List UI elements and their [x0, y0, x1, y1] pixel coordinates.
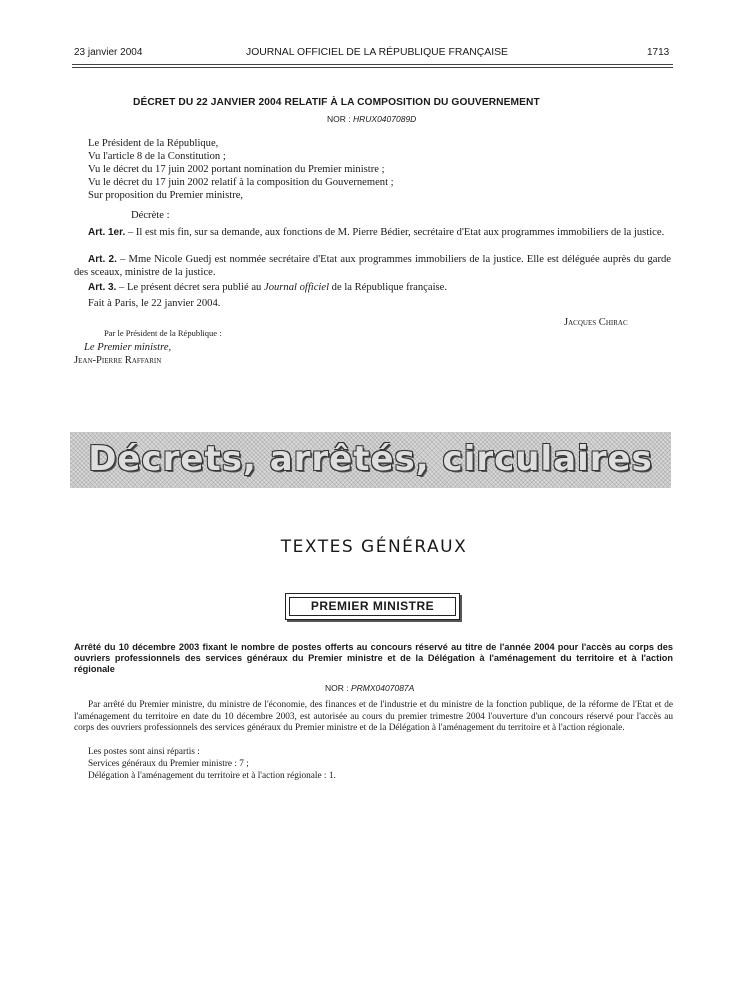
- arrete-nor-label: NOR :: [325, 683, 349, 693]
- preamble-line: Le Président de la République,: [88, 138, 219, 149]
- article-3-text-end: de la République française.: [329, 282, 447, 293]
- decret-preamble: [88, 137, 394, 202]
- article-3: [88, 281, 447, 294]
- article-1-text: – Il est mis fin, sur sa demande, aux fonctions de M. Pierre Bédier, secrétaire d'Etat aux programmes immobiliers de la justice.: [125, 227, 665, 238]
- repartition-line: Délégation à l'aménagement du territoire et à l'action régionale : 1.: [88, 771, 336, 782]
- article-1: [74, 226, 671, 239]
- preamble-line: Vu le décret du 17 juin 2002 portant nomination du Premier ministre ;: [88, 164, 385, 175]
- arrete-body: Par arrêté du Premier ministre, du ministre de l'économie, des finances et de l'industrie et du ministre de la fonction publique, de la réforme de l'Etat et de l'aménagement du territoire en date du 10 décembre 2003, est autorisée au cours du premier trimestre 2004 l'ouverture d'un concours réservé pour l'accès au corps des ouvriers professionnels des services généraux du Premier ministre et de la Délégation à l'aménagement du territoire et à l'action régionale.: [74, 700, 673, 733]
- signature-premier-ministre: Jean-Pierre Raffarin: [74, 355, 162, 366]
- section-banner: [70, 432, 671, 488]
- arrete-title: Arrêté du 10 décembre 2003 fixant le nombre de postes offerts au concours réservé au titre de l'année 2004 pour l'accès au corps des ouvriers professionnels des services généraux du Premier ministre et de la Délégation à l'aménagement du territoire et à l'action régionale: [74, 642, 673, 674]
- article-2-label: Art. 2.: [88, 254, 117, 265]
- ministry-label: PREMIER MINISTRE: [289, 597, 456, 616]
- arrete-nor: [325, 683, 414, 693]
- signature-president: Jacques Chirac: [564, 317, 628, 328]
- decret-fait-a: Fait à Paris, le 22 janvier 2004.: [88, 298, 221, 309]
- article-2-text: – Mme Nicole Guedj est nommée secrétaire d'Etat aux programmes immobiliers de la justice. Elle est déléguée auprès du garde des sceaux, ministre de la justice.: [74, 254, 671, 278]
- decret-nor: [327, 114, 416, 124]
- decret-title: DÉCRET DU 22 JANVIER 2004 RELATIF À LA COMPOSITION DU GOUVERNEMENT: [133, 97, 540, 108]
- preamble-line: Sur proposition du Premier ministre,: [88, 190, 244, 201]
- premier-ministre-label: Le Premier ministre,: [84, 342, 172, 353]
- article-1-label: Art. 1er.: [88, 227, 126, 238]
- journal-officiel-italic: Journal officiel: [264, 282, 330, 293]
- preamble-line: Vu le décret du 17 juin 2002 relatif à la composition du Gouvernement ;: [88, 177, 394, 188]
- repartition-line: Les postes sont ainsi répartis :: [88, 747, 200, 757]
- header-page-number: 1713: [647, 47, 670, 58]
- banner-title: Décrets, arrêtés, circulaires: [88, 439, 653, 479]
- arrete-nor-code: PRMX0407087A: [351, 683, 415, 693]
- article-3-label: Art. 3.: [88, 282, 117, 293]
- ministry-box: [285, 593, 460, 620]
- header-rule-top: [72, 64, 673, 65]
- preamble-line: Vu l'article 8 de la Constitution ;: [88, 151, 226, 162]
- header-date: 23 janvier 2004: [74, 47, 143, 58]
- decret-decrete: Décrète :: [131, 210, 170, 221]
- decret-nor-code: HRUX0407089D: [353, 114, 417, 124]
- arrete-repartition: [88, 746, 336, 783]
- section-heading: TEXTES GÉNÉRAUX: [280, 537, 468, 557]
- header-journal-title: JOURNAL OFFICIEL DE LA RÉPUBLIQUE FRANÇAISE: [246, 47, 508, 58]
- article-2: [74, 253, 671, 279]
- repartition-line: Services généraux du Premier ministre : 7 ;: [88, 759, 249, 770]
- decret-nor-label: NOR :: [327, 114, 351, 124]
- par-le-president: Par le Président de la République :: [104, 328, 222, 338]
- article-3-text: – Le présent décret sera publié au: [116, 282, 264, 293]
- header-rule-bottom: [72, 67, 673, 68]
